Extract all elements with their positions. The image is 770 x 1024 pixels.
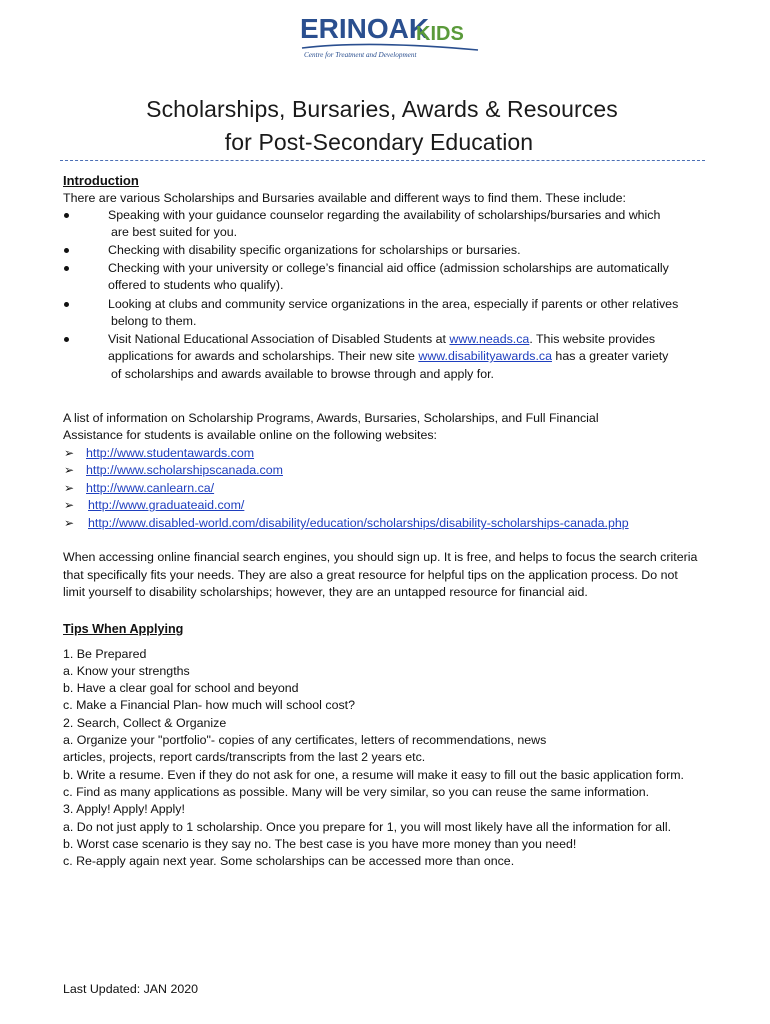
bullet-5-line2-pre: applications for awards and scholarships. Their new site [108, 349, 419, 363]
website-link-graduateaid[interactable]: http://www.graduateaid.com/ [88, 498, 245, 512]
page-title-rest: Post-Secondary Education [258, 129, 534, 155]
tips-line: 3. Apply! Apply! Apply! [63, 802, 185, 816]
bullet-dot [64, 248, 69, 253]
tips-line: articles, projects, report cards/transcripts from the last 2 years etc. [63, 750, 426, 764]
logo-brand-main: ERINOAK [300, 13, 430, 44]
logo-brand-kids: KIDS [416, 23, 464, 45]
website-link-canlearn[interactable]: http://www.canlearn.ca/ [86, 481, 215, 495]
list-intro-line2: Assistance for students is available online on the following websites: [63, 428, 437, 442]
bullet-dot [64, 213, 69, 218]
tips-line: b. Have a clear goal for school and beyond [63, 681, 299, 695]
intro-bullet-5-line2 [108, 348, 668, 365]
intro-bullet-2-line1: Checking with disability specific organizations for scholarships or bursaries. [108, 243, 521, 257]
website-link-disabled-world[interactable]: http://www.disabled-world.com/disability/education/scholarships/disability-scholarships-canada.php [88, 516, 629, 530]
last-updated: Last Updated: JAN 2020 [63, 982, 199, 996]
tips-line: c. Re-apply again next year. Some scholarships can be accessed more than once. [63, 854, 515, 868]
intro-bullet-4-line1: Looking at clubs and community service organizations in the area, especially if parents or other relatives [108, 297, 679, 311]
intro-bullet-4-line2: belong to them. [111, 314, 197, 328]
intro-bullet-5-line3: of scholarships and awards available to browse through and apply for. [111, 367, 494, 381]
bullet-5-line2-post: has a greater variety [551, 349, 669, 363]
tips-line: c. Make a Financial Plan- how much will school cost? [63, 698, 355, 712]
tips-line: 2. Search, Collect & Organize [63, 716, 227, 730]
website-link-studentawards[interactable]: http://www.studentawards.com [86, 446, 255, 460]
page-title-line1: Scholarships, Bursaries, Awards & Resources [146, 96, 618, 122]
tips-line: b. Write a resume. Even if they do not ask for one, a resume will make it easy to fill out the basic application form. [63, 768, 684, 782]
intro-heading: Introduction [63, 173, 139, 188]
bullet-dot [64, 302, 69, 307]
tips-line: 1. Be Prepared [63, 647, 147, 661]
tips-line: a. Do not just apply to 1 scholarship. Once you prepare for 1, you will most likely have all the information for all. [63, 820, 672, 834]
logo-tagline: Centre for Treatment and Development [304, 51, 417, 59]
list-intro-line1: A list of information on Scholarship Programs, Awards, Bursaries, Scholarships, and Full Financial [63, 411, 599, 425]
disabilityawards-link[interactable]: www.disabilityawards.ca [418, 349, 552, 363]
intro-bullet-3-line2: offered to students who qualify). [108, 278, 284, 292]
logo-swoosh [302, 44, 478, 50]
arrow-bullet-icon: ➢ [64, 516, 75, 530]
advice-line2: that specifically fits your needs. They are also a great resource for helpful tips on the application process. Do not [63, 568, 678, 582]
arrow-bullet-icon: ➢ [64, 446, 75, 460]
tips-line: a. Know your strengths [63, 664, 190, 678]
intro-bullet-1-line2: are best suited for you. [111, 225, 238, 239]
erinoak-kids-logo [298, 10, 483, 60]
tips-line: a. Organize your "portfolio"- copies of any certificates, letters of recommendations, news [63, 733, 547, 747]
neads-link[interactable]: www.neads.ca [449, 332, 530, 346]
tips-heading: Tips When Applying [63, 622, 184, 636]
intro-bullet-3-line1: Checking with your university or college’s financial aid office (admission scholarships are automatically [108, 261, 669, 275]
arrow-bullet-icon: ➢ [64, 463, 75, 477]
intro-bullet-1-line1: Speaking with your guidance counselor regarding the availability of scholarships/bursaries and which [108, 208, 661, 222]
bullet-5-text-pre: Visit National Educational Association of Disabled Students at [108, 332, 450, 346]
title-divider [60, 160, 705, 161]
arrow-bullet-icon: ➢ [64, 498, 75, 512]
tips-line: b. Worst case scenario is they say no. The best case is you have more money than you need! [63, 837, 577, 851]
bullet-5-text-post: . This website provides [529, 332, 656, 346]
advice-line1: When accessing online financial search engines, you should sign up. It is free, and helps to focus the search criteria [63, 550, 698, 564]
bullet-dot [64, 337, 69, 342]
advice-line3: limit yourself to disability scholarships; however, they are an untapped resource for financial aid. [63, 585, 588, 599]
bullet-dot [64, 266, 69, 271]
intro-lead: There are various Scholarships and Bursaries available and different ways to find them. These include: [63, 191, 626, 205]
arrow-bullet-icon: ➢ [64, 481, 75, 495]
logo-graphic [298, 10, 483, 60]
page-title-line2 [0, 129, 764, 156]
tips-line: c. Find as many applications as possible. Many will be very similar, so you can reuse the same information. [63, 785, 650, 799]
intro-bullet-5-line1 [108, 331, 655, 348]
page-title-for: for [224, 129, 252, 155]
website-link-scholarshipscanada[interactable]: http://www.scholarshipscanada.com [86, 463, 283, 477]
